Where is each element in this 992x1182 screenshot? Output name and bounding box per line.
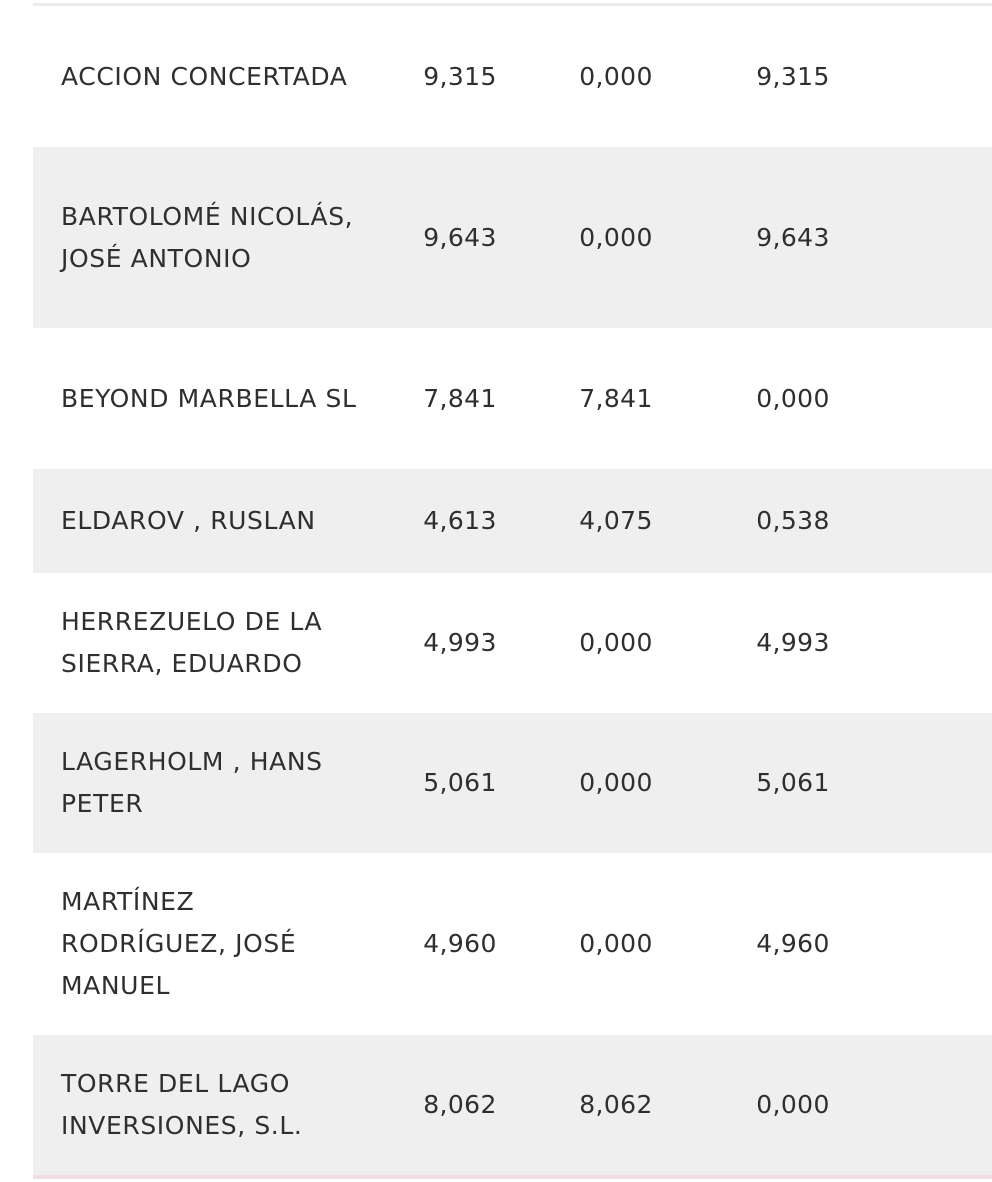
row-value-3: 9,315 bbox=[756, 61, 830, 91]
table-row bbox=[33, 1035, 992, 1175]
table-bottom-border bbox=[33, 1175, 992, 1179]
row-value-2: 0,000 bbox=[579, 929, 653, 958]
row-name: ELDAROV , RUSLAN bbox=[61, 506, 316, 535]
table-row bbox=[33, 328, 992, 469]
row-value-1: 9,643 bbox=[423, 222, 497, 252]
row-value-1: 7,841 bbox=[423, 383, 497, 413]
row-value-1: 4,613 bbox=[423, 506, 497, 535]
row-value-3: 9,643 bbox=[756, 222, 830, 252]
row-name: HERREZUELO DE LA SIERRA, EDUARDO bbox=[61, 607, 323, 678]
row-value-2: 7,841 bbox=[579, 383, 653, 413]
row-value-1: 5,061 bbox=[423, 768, 497, 797]
row-name: ACCION CONCERTADA bbox=[61, 61, 348, 91]
table-row bbox=[33, 147, 992, 328]
row-value-2: 8,062 bbox=[579, 1090, 653, 1119]
table-row bbox=[33, 6, 992, 147]
table-row bbox=[33, 853, 992, 1035]
row-value-1: 4,993 bbox=[423, 628, 497, 657]
table-row bbox=[33, 469, 992, 573]
row-value-1: 4,960 bbox=[423, 929, 497, 958]
row-value-3: 4,960 bbox=[756, 929, 830, 958]
row-value-2: 0,000 bbox=[579, 768, 653, 797]
row-value-1: 8,062 bbox=[423, 1090, 497, 1119]
row-name: TORRE DEL LAGO INVERSIONES, S.L. bbox=[61, 1069, 303, 1140]
row-value-2: 4,075 bbox=[579, 506, 653, 535]
row-name: LAGERHOLM , HANS PETER bbox=[61, 747, 323, 818]
row-value-2: 0,000 bbox=[579, 222, 653, 252]
row-name: BARTOLOMÉ NICOLÁS, JOSÉ ANTONIO bbox=[61, 201, 354, 273]
data-table bbox=[33, 0, 992, 1182]
row-value-3: 5,061 bbox=[756, 768, 830, 797]
table-row bbox=[33, 713, 992, 853]
row-name: MARTÍNEZ RODRÍGUEZ, JOSÉ MANUEL bbox=[61, 887, 297, 1000]
row-value-2: 0,000 bbox=[579, 628, 653, 657]
row-value-1: 9,315 bbox=[423, 61, 497, 91]
row-name: BEYOND MARBELLA SL bbox=[61, 383, 357, 413]
row-value-3: 0,000 bbox=[756, 383, 830, 413]
row-value-3: 0,538 bbox=[756, 506, 830, 535]
row-value-3: 4,993 bbox=[756, 628, 830, 657]
table-row bbox=[33, 573, 992, 713]
row-value-3: 0,000 bbox=[756, 1090, 830, 1119]
row-value-2: 0,000 bbox=[579, 61, 653, 91]
